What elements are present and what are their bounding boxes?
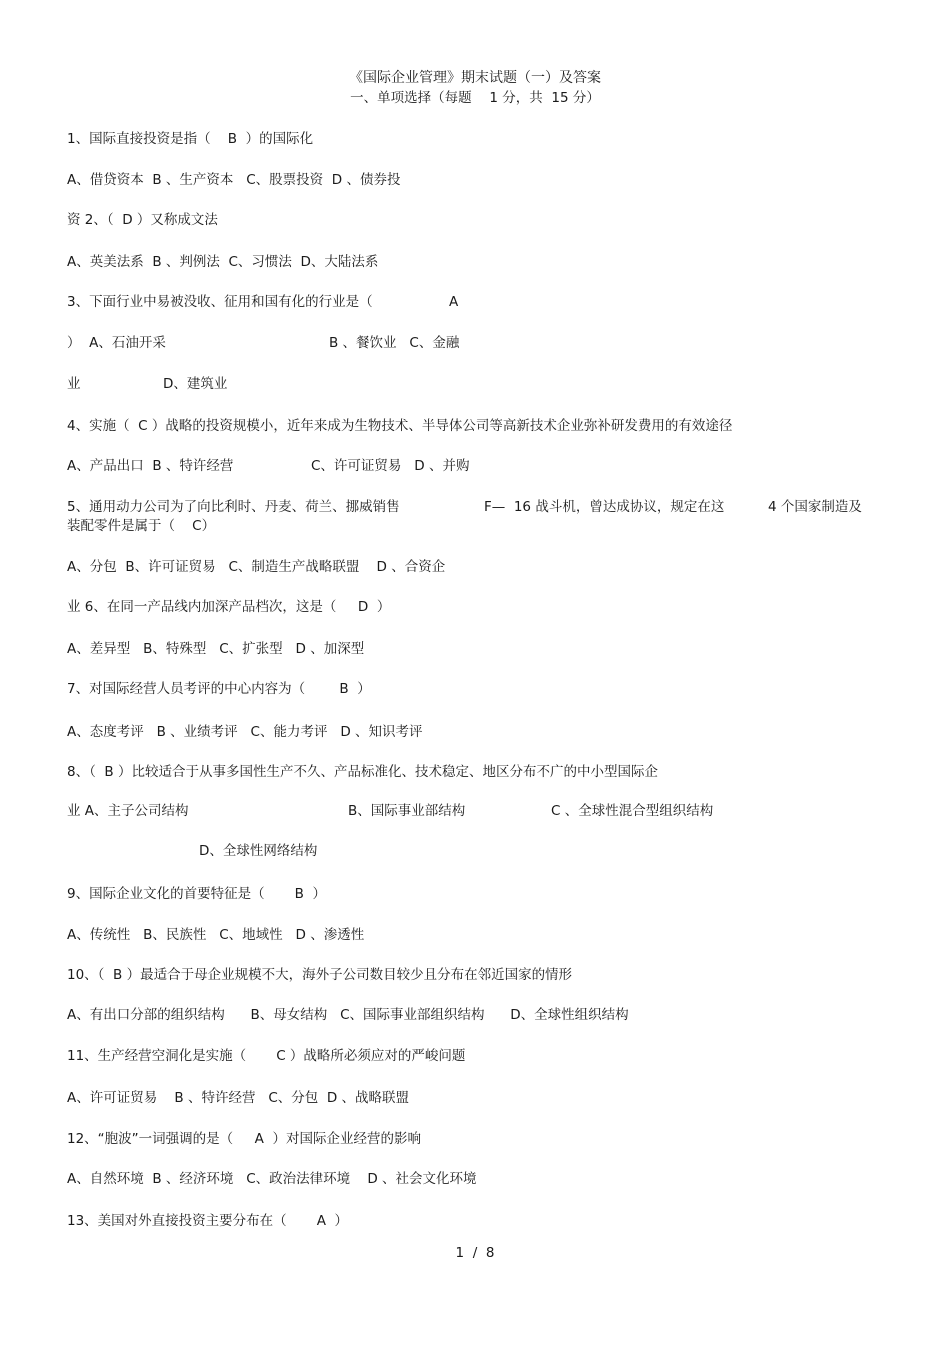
question-8: 8、（ B ）比较适合于从事多国性生产不久、产品标准化、技术稳定、地区分布不广的中小型国际企 — [67, 764, 658, 780]
question-12: 12、“胞波”一词强调的是（ A ）对国际企业经营的影响 — [67, 1131, 421, 1147]
question-5-part2: F— 16 战斗机，曾达成协议，规定在这 — [484, 499, 725, 515]
options-3-cont: 业 — [67, 376, 81, 392]
options-3-a: ） A、石油开采 — [67, 335, 166, 351]
page-number: 1 / 8 — [455, 1245, 495, 1261]
options-8-a: 业 A、主子公司结构 — [67, 803, 189, 819]
document-title: 《国际企业管理》期末试题（一）及答案 — [349, 70, 601, 86]
answer-3: A — [449, 294, 459, 310]
question-1: 1、国际直接投资是指（ B ）的国际化 — [67, 131, 314, 147]
options-10: A、有出口分部的组织结构 B、母女结构 C、国际事业部组织结构 D、全球性组织结构 — [67, 1007, 629, 1023]
question-5-cont: 装配零件是属于（ C） — [67, 518, 216, 534]
options-4-ab: A、产品出口 B 、特许经营 — [67, 458, 234, 474]
options-1: A、借贷资本 B 、生产资本 C、股票投资 D 、债券投 — [67, 172, 401, 188]
options-6: A、差异型 B、特殊型 C、扩张型 D 、加深型 — [67, 641, 365, 657]
question-7: 7、对国际经营人员考评的中心内容为（ B ） — [67, 681, 371, 697]
options-3-bc: B 、餐饮业 C、金融 — [329, 335, 460, 351]
options-8-c: C 、全球性混合型组织结构 — [551, 803, 714, 819]
options-5: A、分包 B、许可证贸易 C、制造生产战略联盟 D 、合资企 — [67, 559, 446, 575]
section-heading: 一、单项选择（每题 1 分，共 15 分） — [350, 90, 600, 106]
options-4-cd: C、许可证贸易 D 、并购 — [311, 458, 470, 474]
question-5: 5、通用动力公司为了向比利时、丹麦、荷兰、挪威销售 — [67, 499, 400, 515]
question-6: 业 6、在同一产品线内加深产品档次，这是（ D ） — [67, 599, 391, 615]
question-11: 11、生产经营空洞化是实施（ C ）战略所必须应对的严峻问题 — [67, 1048, 466, 1064]
question-2: 资 2、（ D ）又称成文法 — [67, 212, 218, 228]
question-4: 4、实施（ C ）战略的投资规模小，近年来成为生物技术、半导体公司等高新技术企业弥补研发费用的有效途径 — [67, 418, 733, 434]
question-10: 10、（ B ）最适合于母企业规模不大，海外子公司数目较少且分布在邻近国家的情形 — [67, 967, 573, 983]
options-7: A、态度考评 B 、业绩考评 C、能力考评 D 、知识考评 — [67, 724, 423, 740]
question-3: 3、下面行业中易被没收、征用和国有化的行业是（ — [67, 294, 373, 310]
options-2: A、英美法系 B 、判例法 C、习惯法 D、大陆法系 — [67, 254, 379, 270]
question-9: 9、国际企业文化的首要特征是（ B ） — [67, 886, 326, 902]
question-5-part3: 4 个国家制造及 — [768, 499, 862, 515]
question-13: 13、美国对外直接投资主要分布在（ A ） — [67, 1213, 349, 1229]
options-3-d: D、建筑业 — [163, 376, 228, 392]
options-12: A、自然环境 B 、经济环境 C、政治法律环境 D 、社会文化环境 — [67, 1171, 477, 1187]
options-9: A、传统性 B、民族性 C、地域性 D 、渗透性 — [67, 927, 365, 943]
options-11: A、许可证贸易 B 、特许经营 C、分包 D 、战略联盟 — [67, 1090, 410, 1106]
options-8-d: D、全球性网络结构 — [199, 843, 318, 859]
options-8-b: B、国际事业部结构 — [348, 803, 466, 819]
